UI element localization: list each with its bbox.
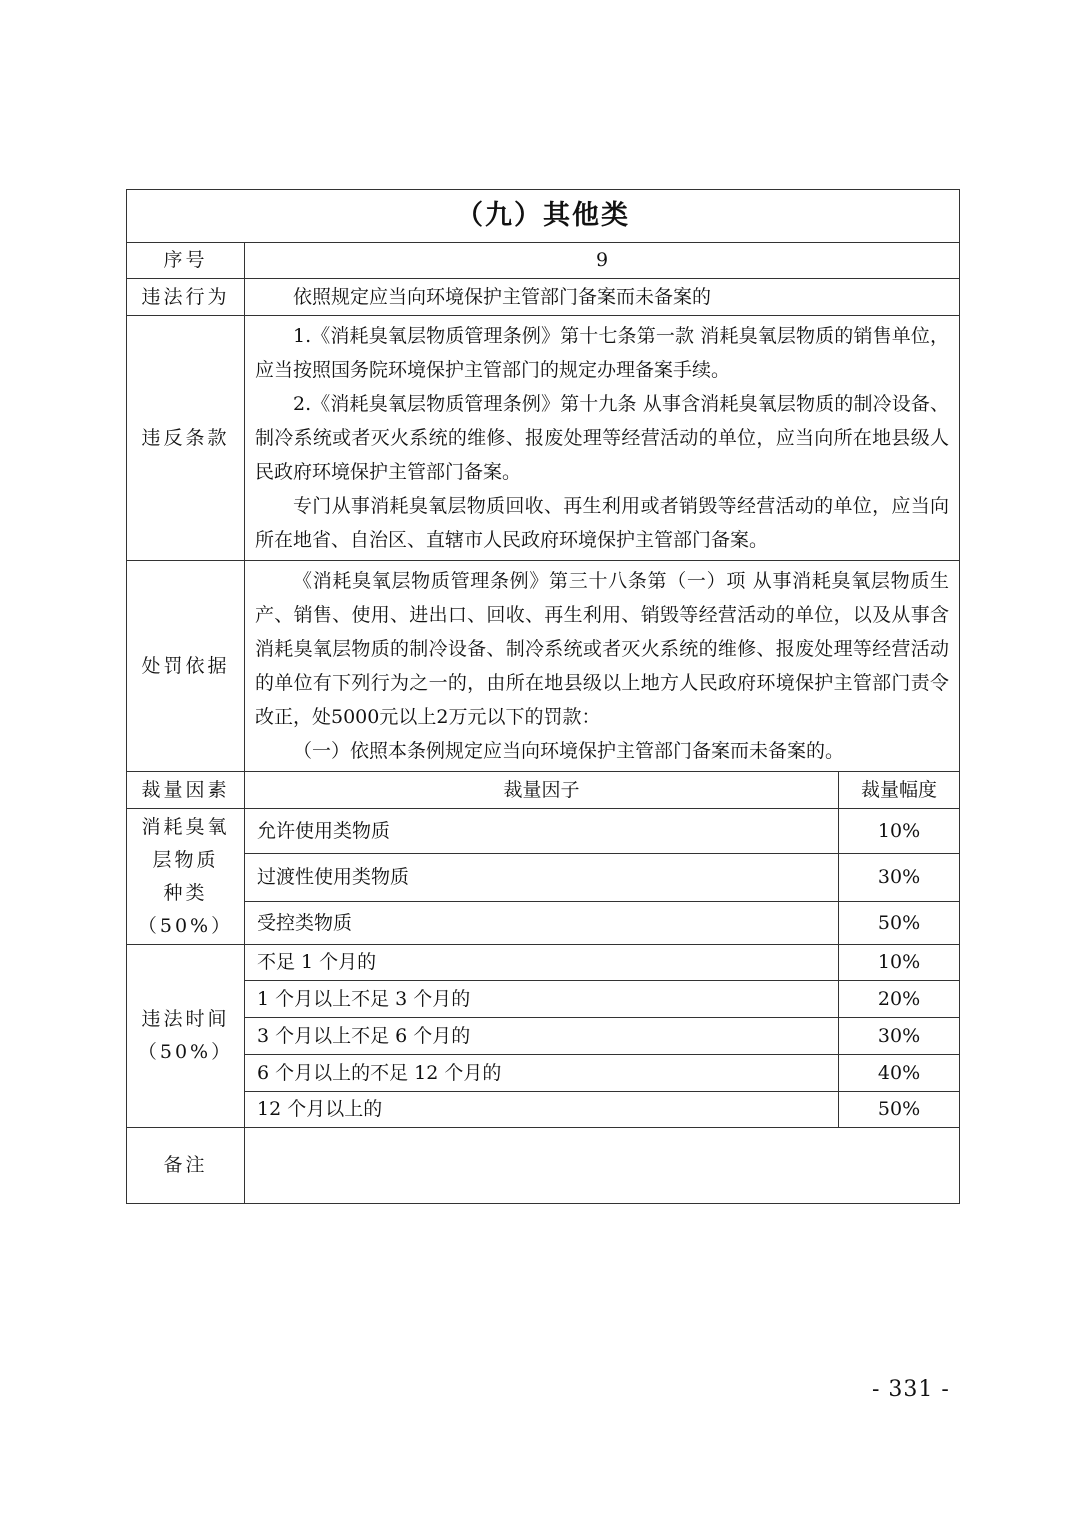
serial-value: 9 bbox=[245, 243, 960, 279]
clause-paragraph: 2.《消耗臭氧层物质管理条例》第十九条 从事含消耗臭氧层物质的制冷设备、制冷系统或者灭火系统的维修、报废处理等经营活动的单位，应当向所在地县级人民政府环境保护主管部门备案。 bbox=[255, 393, 950, 483]
range-cell: 10% bbox=[839, 809, 960, 854]
factor-cell: 1 个月以上不足 3 个月的 bbox=[245, 981, 839, 1018]
clause-paragraph: 专门从事消耗臭氧层物质回收、再生利用或者销毁等经营活动的单位，应当向所在地省、自治区、直辖市人民政府环境保护主管部门备案。 bbox=[255, 495, 950, 551]
range-cell: 30% bbox=[839, 1018, 960, 1055]
range-cell: 50% bbox=[839, 902, 960, 945]
violated-clauses-content bbox=[245, 316, 960, 561]
factor-cell: 允许使用类物质 bbox=[245, 809, 839, 854]
range-cell: 20% bbox=[839, 981, 960, 1018]
violation-value: 依照规定应当向环境保护主管部门备案而未备案的 bbox=[245, 279, 960, 316]
discretion-factor-header: 裁量因子 bbox=[245, 772, 839, 809]
factor-cell: 不足 1 个月的 bbox=[245, 945, 839, 981]
penalty-basis-label: 处罚依据 bbox=[127, 561, 245, 772]
factor-cell: 3 个月以上不足 6 个月的 bbox=[245, 1018, 839, 1055]
penalty-discretion-table bbox=[126, 189, 960, 1204]
factor-cell: 过渡性使用类物质 bbox=[245, 854, 839, 902]
remarks-value bbox=[245, 1128, 960, 1204]
violated-clauses-label: 违反条款 bbox=[127, 316, 245, 561]
violation-label: 违法行为 bbox=[127, 279, 245, 316]
factor-cell: 受控类物质 bbox=[245, 902, 839, 945]
page-number: - 331 - bbox=[872, 1377, 950, 1402]
factor-cell: 12 个月以上的 bbox=[245, 1092, 839, 1128]
discretion-factor-label: 裁量因素 bbox=[127, 772, 245, 809]
range-cell: 10% bbox=[839, 945, 960, 981]
factor-cell: 6 个月以上的不足 12 个月的 bbox=[245, 1055, 839, 1092]
violation-duration-label: 违法时间 （50%） bbox=[127, 945, 245, 1128]
serial-label: 序号 bbox=[127, 243, 245, 279]
penalty-basis-content bbox=[245, 561, 960, 772]
discretion-range-header: 裁量幅度 bbox=[839, 772, 960, 809]
basis-paragraph: （一）依照本条例规定应当向环境保护主管部门备案而未备案的。 bbox=[293, 740, 845, 762]
range-cell: 30% bbox=[839, 854, 960, 902]
range-cell: 40% bbox=[839, 1055, 960, 1092]
table-title: （九）其他类 bbox=[127, 190, 960, 243]
substance-type-label: 消耗臭氧 层物质 种类 （50%） bbox=[127, 809, 245, 945]
clause-paragraph: 1.《消耗臭氧层物质管理条例》第十七条第一款 消耗臭氧层物质的销售单位，应当按照国务院环境保护主管部门的规定办理备案手续。 bbox=[255, 325, 950, 381]
remarks-label: 备注 bbox=[127, 1128, 245, 1204]
basis-paragraph: 《消耗臭氧层物质管理条例》第三十八条第（一）项 从事消耗臭氧层物质生产、销售、使用、进出口、回收、再生利用、销毁等经营活动的单位，以及从事含消耗臭氧层物质的制冷设备、制冷系统或者灭火系统的维修、报废处理等经营活动的单位有下列行为之一的，由所在地县级以上地方人民政府环境保护主管部门责令改正，处5000元以上2万元以下的罚款： bbox=[255, 570, 950, 728]
range-cell: 50% bbox=[839, 1092, 960, 1128]
